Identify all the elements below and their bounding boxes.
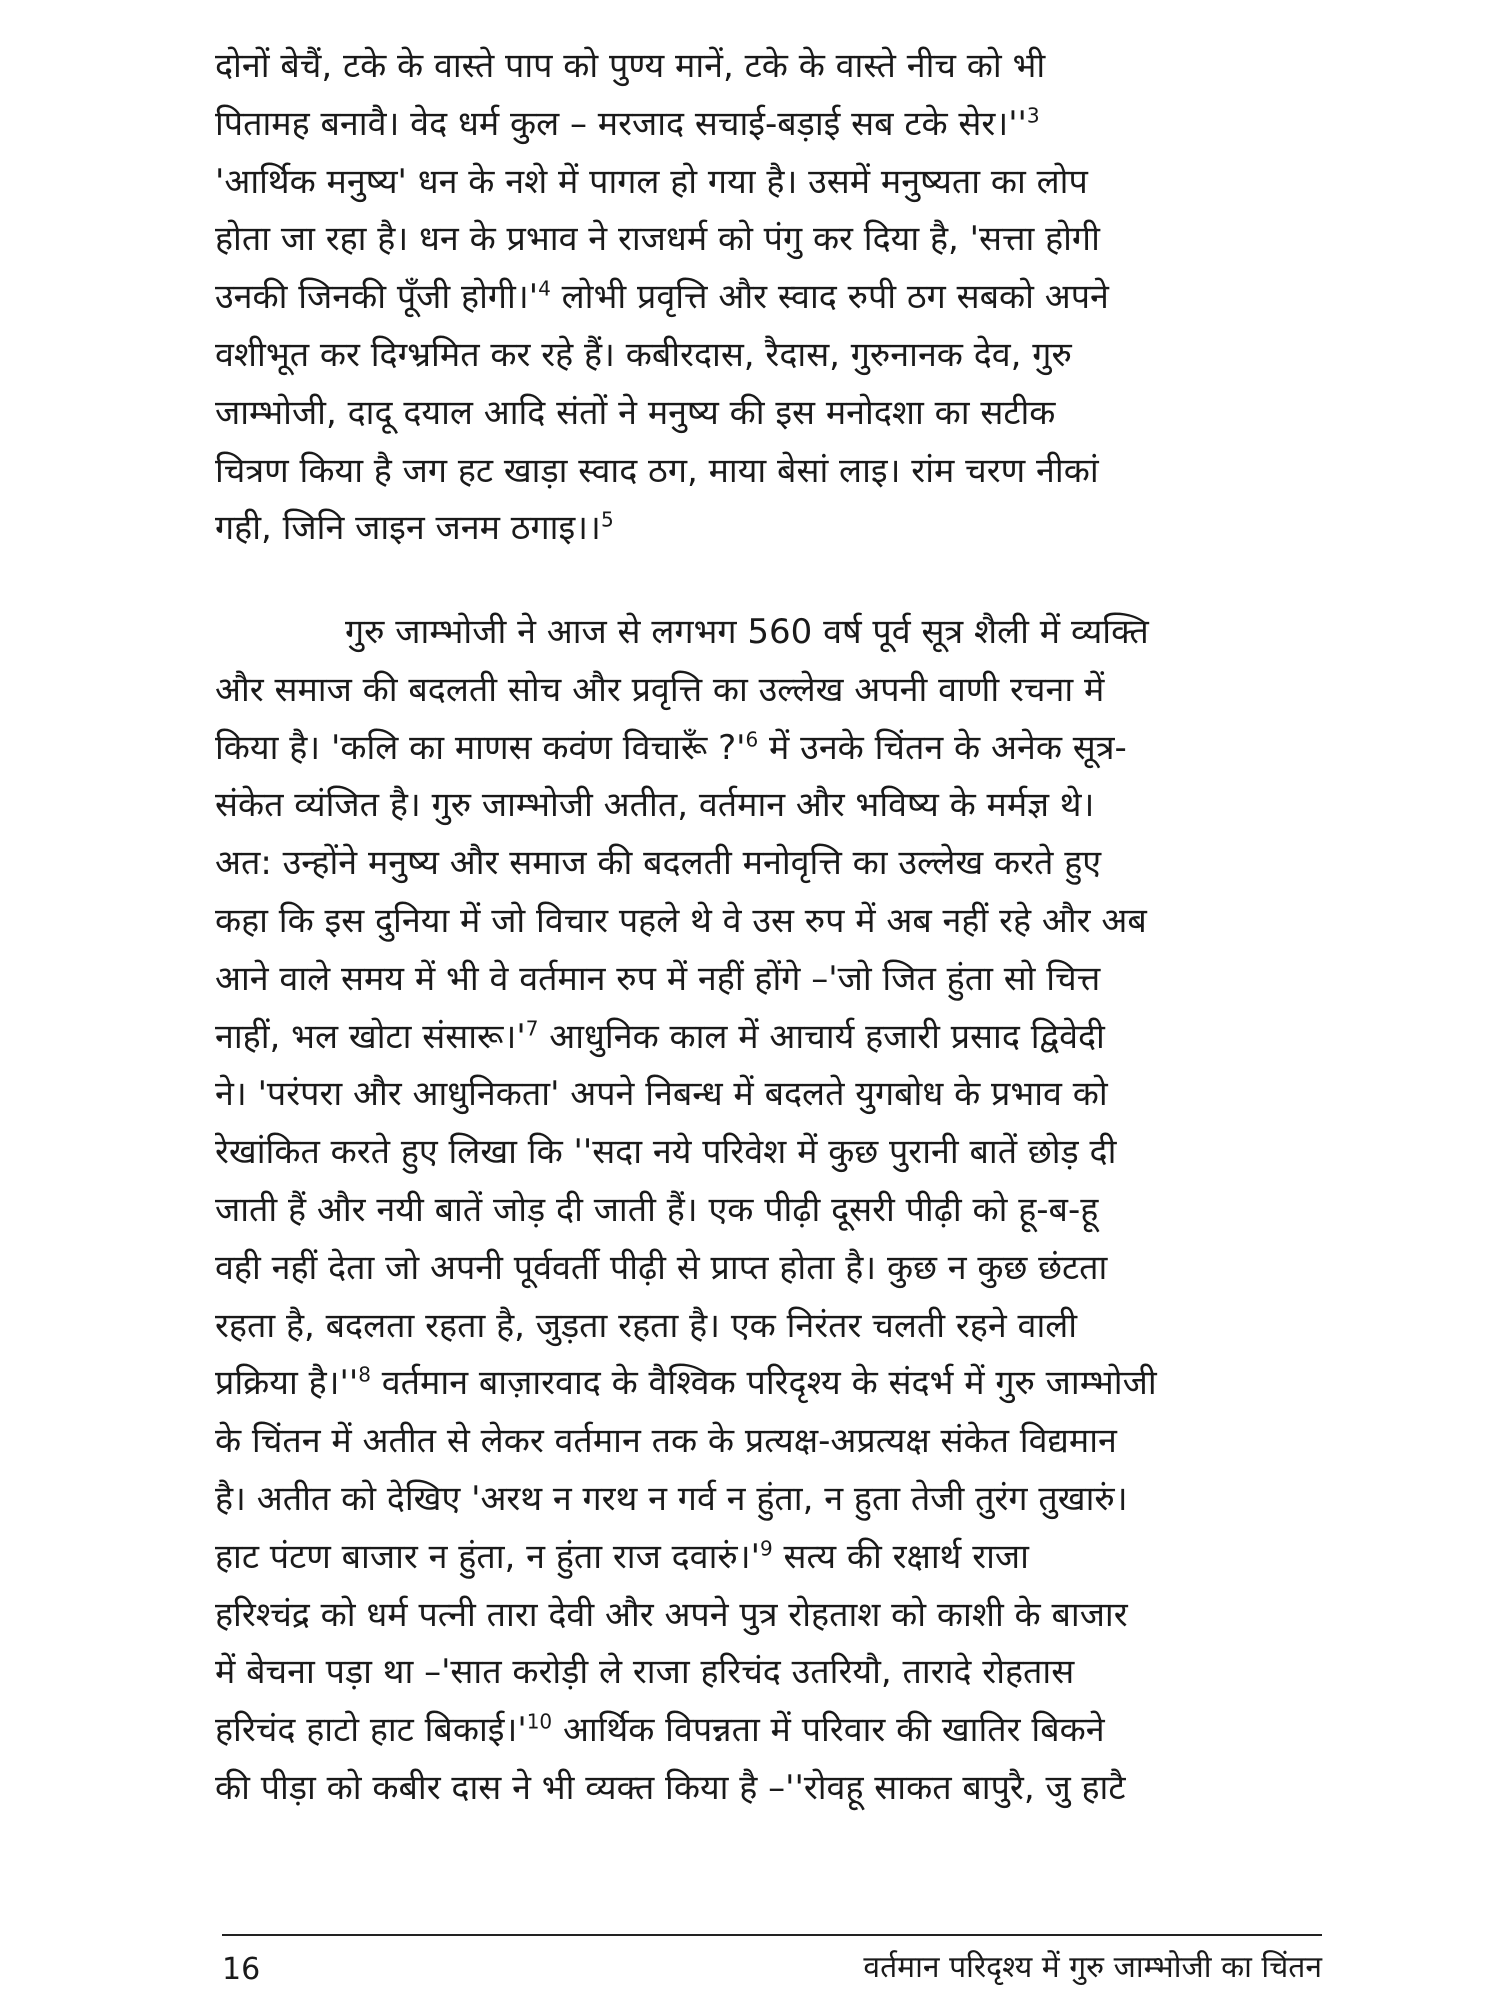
footnote-ref: 10 <box>526 1709 553 1734</box>
running-title: वर्तमान परिदृश्य में गुरु जाम्भोजी का चिंतन <box>863 1950 1322 1985</box>
text-line: दोनों बेचैं, टके के वास्ते पाप को पुण्य मानें, टके के वास्ते नीच को भी <box>215 46 1046 86</box>
footer-divider <box>222 1934 1322 1936</box>
footnote-ref: 7 <box>525 1016 539 1041</box>
text-line: जाम्भोजी, दादू दयाल आदि संतों ने मनुष्य की इस मनोदशा का सटीक <box>215 392 1056 433</box>
text-line: और समाज की बदलती सोच और प्रवृत्ति का उल्लेख अपनी वाणी रचना में <box>215 669 1105 710</box>
text-line: अत: उन्होंने मनुष्य और समाज की बदलती मनोवृत्ति का उल्लेख करते हुए <box>215 843 1102 884</box>
paragraph-continuation <box>215 38 1315 558</box>
text-line: नाहीं, भल खोटा $संसारू।'^7$ आधुनिक काल में आचार्य हजारी प्रसाद द्विवेदी <box>215 1016 1105 1057</box>
text-line: किया है। 'कलि का माणस कवंण विचारूँ $?'^6$ में उनके चिंतन के अनेक सूत्र- <box>215 727 1127 768</box>
text-line: आने वाले समय में भी वे वर्तमान रुप में नहीं होंगे –'जो जित हुंता सो चित्त <box>215 958 1101 999</box>
text-line: ने। 'परंपरा और आधुनिकता' अपने निबन्ध में बदलते युगबोध के प्रभाव को <box>215 1074 1108 1115</box>
text-line: रहता है, बदलता रहता है, जुड़ता रहता है। एक निरंतर चलती रहने वाली <box>215 1305 1078 1346</box>
text-line: हरिश्चंद्र को धर्म पत्नी तारा देवी और अपने पुत्र रोहताश को काशी के बाजार <box>215 1594 1128 1635</box>
text-line: की पीड़ा को कबीर दास ने भी व्यक्त किया है –''रोवहू साकत बापुरै, जु हाटै <box>215 1767 1126 1808</box>
text-line: गुरु जाम्भोजी ने आज से लगभग 560 वर्ष पूर्व सूत्र शैली में व्यक्ति <box>345 612 1149 652</box>
text-line: के चिंतन में अतीत से लेकर वर्तमान तक के प्रत्यक्ष-अप्रत्यक्ष संकेत विद्यमान <box>215 1421 1117 1462</box>
page-number: 16 <box>222 1952 261 1987</box>
text-line: कहा कि इस दुनिया में जो विचार पहले थे वे उस रुप में अब नहीं रहे और अब <box>215 900 1147 941</box>
footnote-ref: 5 <box>600 508 614 533</box>
text-line: है। अतीत को देखिए 'अरथ न गरथ न गर्व न हुंता, न हुता तेजी तुरंग तुखारुं। <box>215 1478 1128 1519</box>
text-line: वही नहीं देता जो अपनी पूर्ववर्ती पीढ़ी से प्राप्त होता है। कुछ न कुछ छंटता <box>215 1247 1108 1288</box>
text-line: संकेत व्यंजित है। गुरु जाम्भोजी अतीत, वर्तमान और भविष्य के मर्मज्ञ थे। <box>215 785 1095 826</box>
footnote-ref: 4 <box>538 276 551 301</box>
text-line: होता जा रहा है। धन के प्रभाव ने राजधर्म को पंगु कर दिया है, 'सत्ता होगी <box>215 219 1100 260</box>
text-line: रेखांकित करते हुए लिखा कि ''सदा नये परिवेश में कुछ पुरानी बातें छोड़ दी <box>215 1132 1117 1173</box>
text-line: उनकी जिनकी पूँजी $होगी।'^4$ लोभी प्रवृत्ति और स्वाद रुपी ठग सबको अपने <box>215 276 1109 318</box>
text-line: में बेचना पड़ा था –'सात करोड़ी ले राजा हरिचंद उतरियौ, तारादे रोहतास <box>215 1652 1075 1693</box>
footnote-ref: 8 <box>358 1363 371 1388</box>
text-line: पितामह बनावै। वेद धर्म कुल – मरजाद सचाई-बड़ाई सब टके $सेर।''^3$ <box>215 103 1040 144</box>
footnote-ref: 6 <box>745 727 759 752</box>
text-line: जाती हैं और नयी बातें जोड़ दी जाती हैं। एक पीढ़ी दूसरी पीढ़ी को हू-ब-हू <box>215 1189 1099 1230</box>
text-line: हरिचंद हाटो हाट $बिकाई।'^{10}$ आर्थिक विपन्नता में परिवार की खातिर बिकने <box>215 1709 1105 1751</box>
text-line: गही, जिनि जाइन जनम ठगाइ।।$^5$ <box>215 508 614 549</box>
text-line: वशीभूत कर दिग्भ्रमित कर रहे हैं। कबीरदास, रैदास, गुरुनानक देव, गुरु <box>215 334 1072 375</box>
footnote-ref: 3 <box>1026 103 1040 128</box>
text-line: चित्रण किया है जग हट खाड़ा स्वाद ठग, माया बेसां लाइ। रांम चरण नीकां <box>215 450 1099 491</box>
paragraph-main <box>215 604 1315 1818</box>
text-line: हाट पंटण बाजार न हुंता, न हुंता राज $दवारुं।'^9$ सत्य की रक्षार्थ राजा <box>215 1536 1029 1577</box>
text-line: प्रक्रिया $है।''^8$ वर्तमान बाज़ारवाद के वैश्विक परिदृश्य के संदर्भ में गुरु जाम्भोजी <box>215 1363 1157 1404</box>
footnote-ref: 9 <box>759 1536 773 1561</box>
text-line: 'आर्थिक मनुष्य' धन के नशे में पागल हो गया है। उसमें मनुष्यता का लोप <box>215 161 1088 202</box>
